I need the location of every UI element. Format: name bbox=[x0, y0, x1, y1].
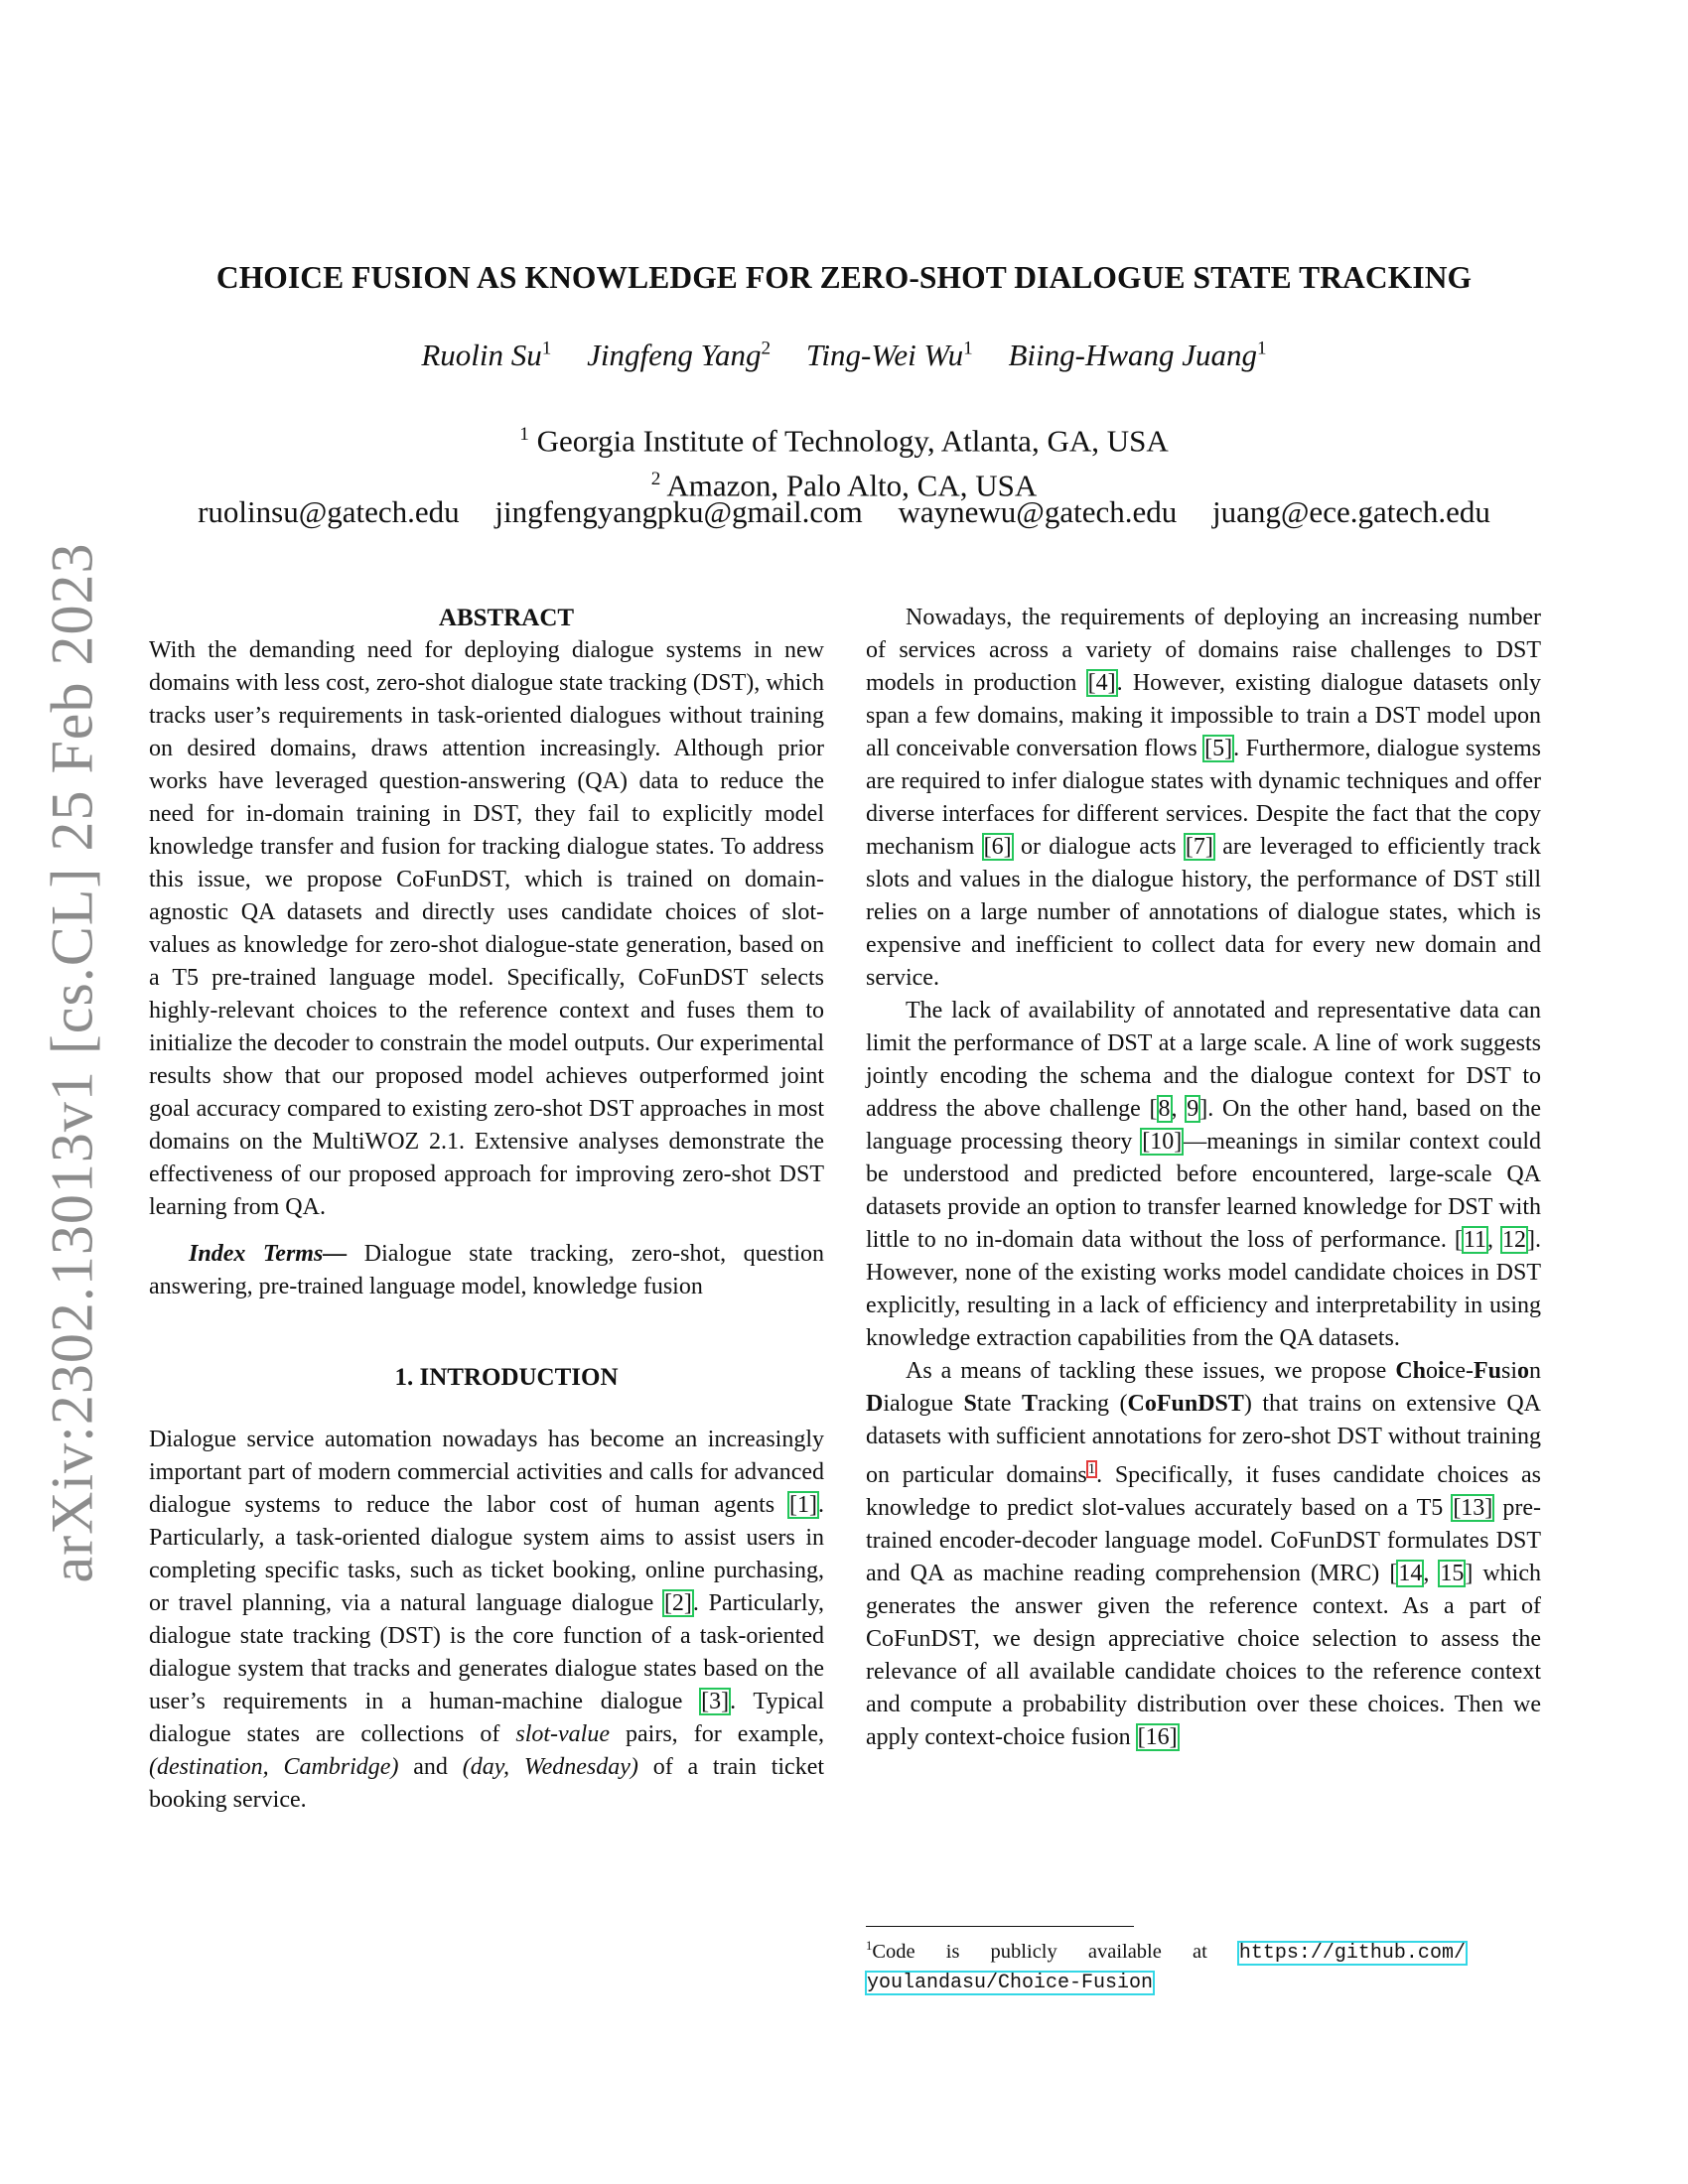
author: Biing-Hwang Juang$^1$ bbox=[1008, 338, 1267, 372]
author-list bbox=[149, 338, 1539, 373]
citation-link[interactable]: 11 bbox=[1463, 1227, 1486, 1253]
code-url[interactable]: https://github.com/ bbox=[1238, 1941, 1466, 1965]
intro-paragraph-3: The lack of availability of annotated and representative data can limit the performance of DST at a large scale. A line of work suggests jointly encoding the schema and the dialogue context for DST to address the above challenge [8, 9]. On the other hand, based on the language processing theory [10]—meanings in similar context could be understood and predicted before encountered, large-scale QA datasets provide an option to transfer learned knowledge for DST with little to no in-domain data without the loss of performance. [11, 12]. However, none of the existing works model candidate choices in DST explicitly, resulting in a lack of efficiency and interpretability in using knowledge extraction capabilities from the QA datasets. bbox=[866, 998, 1542, 1351]
author: Ruolin Su$^1$ bbox=[421, 338, 552, 372]
citation-link[interactable]: [2] bbox=[663, 1590, 692, 1616]
citation-link[interactable]: [10] bbox=[1142, 1129, 1183, 1155]
email[interactable]: ruolinsu@gatech.edu bbox=[198, 494, 460, 529]
arxiv-id[interactable]: arXiv:2302.13013v1 [cs.CL] 25 Feb 2023 bbox=[39, 542, 105, 1582]
citation-link[interactable]: 8 bbox=[1158, 1096, 1171, 1122]
citation-link[interactable]: [13] bbox=[1453, 1495, 1493, 1521]
arxiv-stamp bbox=[18, 542, 127, 1582]
email[interactable]: jingfengyangpku@gmail.com bbox=[494, 494, 863, 529]
email[interactable]: juang@ece.gatech.edu bbox=[1212, 494, 1490, 529]
citation-link[interactable]: [3] bbox=[701, 1689, 730, 1714]
intro-paragraph-1: Dialogue service automation nowadays has become an increasingly important part of modern commercial activities and calls for advanced dialogue systems to reduce the labor cost of human agents [1]. Particularly, a task-oriented dialogue system aims to assist users in completing specific tasks, such as ticket booking, online purchasing, or travel planning, via a natural language dialogue [2]. Particularly, dialogue state tracking (DST) is the core function of a task-oriented dialogue system that tracks and generates dialogue states based on the user’s requirements in a human-machine dialogue [3]. Typical dialogue states are collections of slot-value pairs, for example, (destination, Cambridge) and (day, Wednesday) of a train ticket booking service. bbox=[149, 1427, 825, 1813]
introduction-heading: 1. INTRODUCTION bbox=[394, 1364, 619, 1391]
abstract-body: With the demanding need for deploying dialogue systems in new domains with less cost, zero-shot dialogue state tracking (DST), which tracks user’s requirements in task-oriented dialogues without training on desired domains, draws attention increasingly. Although prior works have leveraged question-answering (QA) data to reduce the need for in-domain training in DST, they fail to explicitly model knowledge transfer and fusion for tracking dialogue states. To address this issue, we propose CoFunDST, which is trained on domain-agnostic QA datasets and directly uses candidate choices of slot-values as knowledge for zero-shot dialogue-state generation, based on a T5 pre-trained language model. Specifically, CoFunDST selects highly-relevant choices to the reference context and fuses them to initialize the decoder to constrain the model outputs. Our experimental results show that our proposed model achieves outperformed joint goal accuracy compared to existing zero-shot DST approaches in most domains on the MultiWOZ 2.1. Extensive analyses demonstrate the effectiveness of our proposed approach for improving zero-shot DST learning from QA. bbox=[149, 637, 824, 1220]
citation-link[interactable]: 14 bbox=[1398, 1561, 1423, 1586]
citation-link[interactable]: [6] bbox=[983, 834, 1012, 860]
intro-paragraph-4: As a means of tackling these issues, we propose Choice-Fusion Dialogue State Tracking (CoFunDST) that trains on extensive QA datasets with sufficient annotations for zero-shot DST without training on particular domains$^1$. Specifically, it fuses candidate choices as knowledge to predict slot-values accurately based on a T5 [13] pre-trained encoder-decoder language model. CoFunDST formulates DST and QA as machine reading comprehension (MRC) [14, 15] which generates the answer given the reference context. As a part of CoFunDST, we design appreciative choice selection to assess the relevance of all available candidate choices to the reference context and compute a probability distribution over these choices. Then we apply context-choice fusion [16] bbox=[866, 1358, 1542, 1750]
author: Jingfeng Yang$^2$ bbox=[587, 338, 772, 372]
citation-link[interactable]: [1] bbox=[789, 1492, 817, 1518]
citation-link[interactable]: 9 bbox=[1187, 1096, 1199, 1122]
citation-link[interactable]: [5] bbox=[1204, 736, 1233, 761]
left-column bbox=[149, 602, 824, 1817]
citation-link[interactable]: [7] bbox=[1185, 834, 1213, 860]
code-url[interactable]: youlandasu/Choice-Fusion bbox=[867, 1971, 1154, 1994]
paper-title: CHOICE FUSION AS KNOWLEDGE FOR ZERO-SHOT DIALOGUE STATE TRACKING bbox=[215, 260, 1473, 295]
right-column bbox=[866, 602, 1541, 1754]
author: Ting-Wei Wu$^1$ bbox=[805, 338, 973, 372]
intro-paragraph-2: Nowadays, the requirements of deploying an increasing number of services across a variety of domains raise challenges to DST models in production [4]. However, existing dialogue datasets only span a few domains, making it impossible to train a DST model upon all conceivable conversation flows [5]. Furthermore, dialogue systems are required to infer dialogue states with dynamic techniques and offer diverse interfaces for different services. Despite the fact that the copy mechanism [6] or dialogue acts [7] are leveraged to efficiently track slots and values in the dialogue history, the performance of DST still relies on a large number of annotations of dialogue states, which is expensive and inefficient to collect data for every new domain and service. bbox=[866, 605, 1541, 991]
index-terms: Index Terms— Dialogue state tracking, zero-shot, question answering, pre-trained language model, knowledge fusion bbox=[149, 1241, 824, 1299]
footnote: $^1$Code is publicly available at https://github.com/ youlandasu/Choice-Fusion bbox=[866, 1939, 1466, 1994]
citation-link[interactable]: [4] bbox=[1087, 670, 1116, 696]
footnote-rule bbox=[866, 1926, 1134, 1927]
affiliations bbox=[149, 415, 1539, 505]
abstract-heading: ABSTRACT bbox=[438, 605, 575, 631]
email[interactable]: waynewu@gatech.edu bbox=[898, 494, 1178, 529]
citation-link[interactable]: 15 bbox=[1440, 1561, 1465, 1586]
affiliation: $^1$ Georgia Institute of Technology, Atlanta, GA, USA bbox=[519, 423, 1169, 459]
author-emails bbox=[149, 494, 1539, 530]
footnote-marker[interactable]: 1 bbox=[1087, 1461, 1096, 1477]
affiliation: $^2$ Amazon, Palo Alto, CA, USA bbox=[650, 468, 1038, 503]
citation-link[interactable]: [16] bbox=[1137, 1724, 1178, 1750]
citation-link[interactable]: 12 bbox=[1502, 1227, 1527, 1253]
